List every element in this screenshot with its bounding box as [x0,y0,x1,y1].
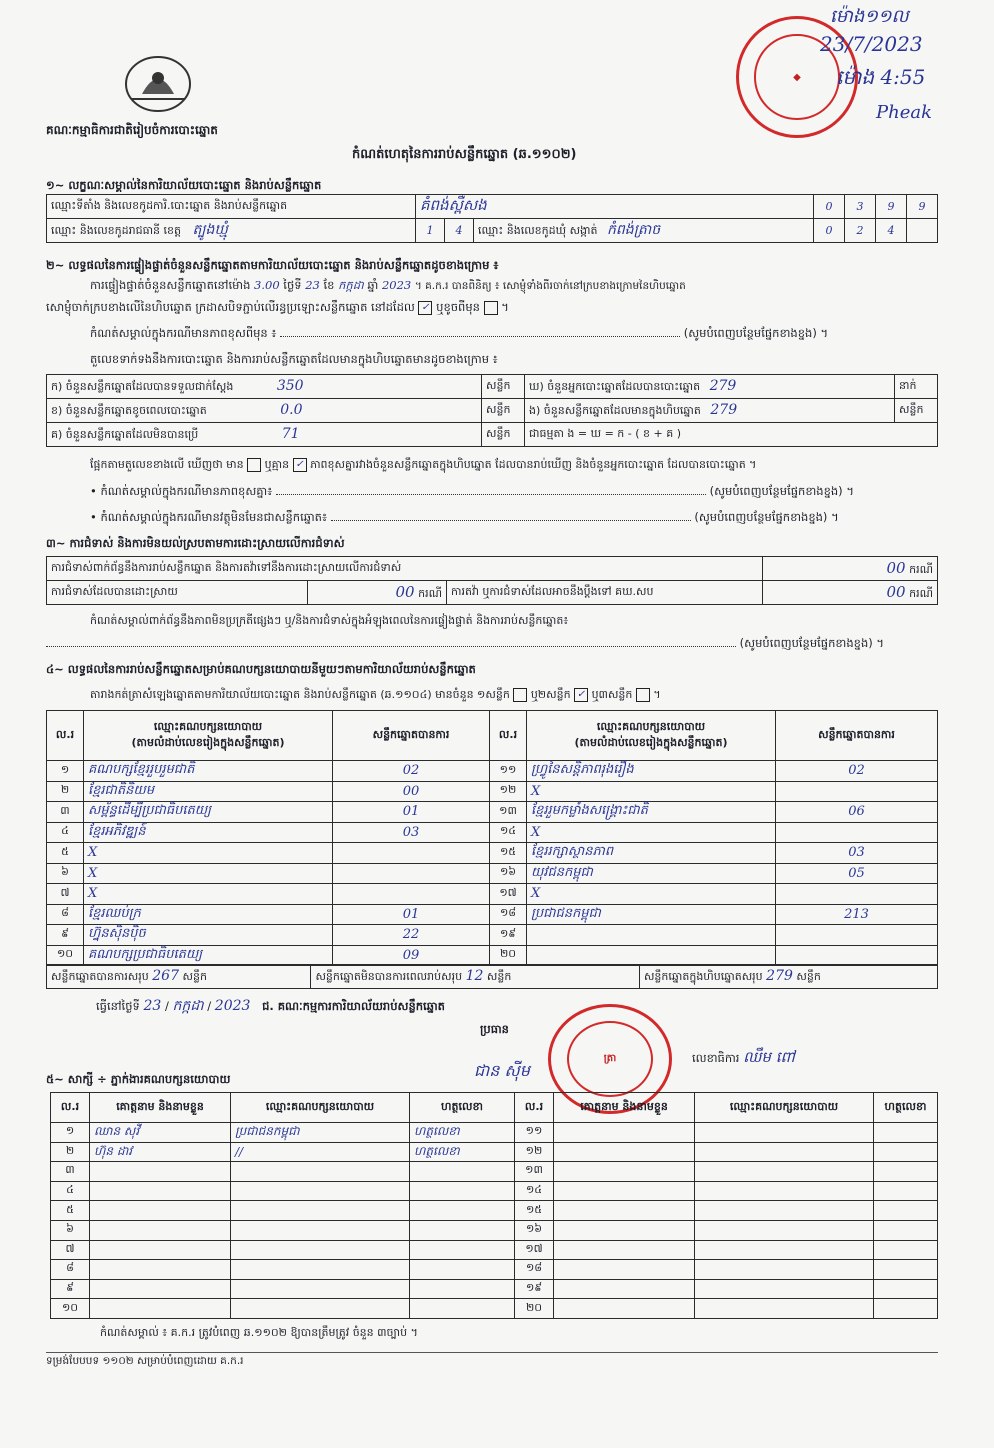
witness-party [231,1162,410,1182]
witness-party [695,1162,874,1182]
tally-sheet-line: តារាងកត់ត្រាសំឡេងឆ្នោតតាមការិយាល័យបោះឆ្នោត និងរាប់សន្លឹកឆ្នោត (ឆ.១១០៤) មានចំនួន ១សន្លឹក ឬ២សន្លឹក ✓ ឬ៣សន្លឹក ។ [90,688,661,701]
witness-party [695,1299,874,1319]
difference-check-text: ភាពខុសគ្នារវាងចំនួនសន្លឹកឆ្នោតក្នុងហិបឆ្នោត ដែលបានរាប់ឃើញ និងចំនួនអ្នកបោះឆ្នោត ដែលបានបោះឆ្នោត ។ [310,458,757,471]
witness-name [90,1201,231,1221]
col-party-header: ឈ្មោះគណបក្សនយោបាយ [153,719,263,733]
party-votes: 213 [776,904,938,925]
witness-party [231,1181,410,1201]
spoiled-label: ខ) ចំនួនសន្លឹកឆ្នោតខូចពេលបោះឆ្នោត [51,403,207,417]
unused-value: 71 [281,425,300,442]
party-no: ១០ [47,945,84,966]
verification-text: ថ្ងៃទី [283,278,302,292]
received-value: 350 [276,377,304,394]
box-total-label: សន្លឹកឆ្នោតក្នុងហិបឆ្នោតសរុប [643,969,763,983]
party-name: ហ្វ៊ុនស៊ិនប៉ិច [84,925,333,946]
appeal-value: 00 [886,582,906,601]
objections-value: 00 [886,558,906,577]
location-value: គំពង់ស្ពឺសង [420,195,487,214]
case-unit: ករណី [909,562,933,576]
witness-name [554,1162,695,1182]
seal-status-text: ឬខូចពីមុន [436,300,480,314]
party-votes [776,822,938,843]
party-no: ៧ [47,884,84,905]
party-name [527,925,776,946]
party-votes [776,945,938,966]
party-votes: 01 [333,802,490,823]
party-votes [776,925,938,946]
col-party-header: ឈ្មោះគណបក្សនយោបាយ [695,1093,874,1123]
intact-checkbox[interactable]: ✓ [418,301,432,315]
witness-party [695,1260,874,1280]
nec-emblem-icon [122,54,194,116]
witness-party [231,1279,410,1299]
witness-no: ១២ [515,1142,554,1162]
in-box-value: 279 [710,401,738,418]
party-votes [333,884,490,905]
witness-signature [410,1240,515,1260]
party-votes: 09 [333,945,490,966]
party-votes: 01 [333,904,490,925]
witness-signature [874,1201,938,1221]
figures-table [46,374,938,447]
party-votes: 00 [333,781,490,802]
table-row [47,822,938,843]
difference-no-checkbox[interactable]: ✓ [293,458,307,472]
date-month: កក្កដា [172,998,204,1014]
col-no-header: ល.រ [51,1093,90,1123]
difference-check-text: ផ្អែកតាមតួលេខខាងលើ ឃើញថា មាន [90,458,244,471]
party-no: ១២ [490,781,527,802]
party-votes: 22 [333,925,490,946]
secretary-label: លេខាធិការ [692,1051,740,1065]
witness-no: ៧ [51,1240,90,1260]
table-row [47,802,938,823]
province-label: ឈ្មោះ និងលេខកូដរាជធានី ខេត្ត [51,224,181,237]
location-code-digit: 3 [845,195,876,219]
witness-no: ៥ [51,1201,90,1221]
witness-no: ៨ [51,1260,90,1280]
difference-check-text: ឬគ្មាន [264,458,290,471]
party-name: X [527,884,776,905]
unit-label: សន្លឹក [482,423,525,447]
witness-name [554,1142,695,1162]
page-title: កំណត់ហេតុនៃការរាប់សន្លឹកឆ្នោត (ឆ.១១០២) [352,147,577,162]
witness-name [90,1220,231,1240]
witness-party: ប្រជាជនកម្ពុជា [231,1123,410,1143]
table-row [47,761,938,782]
witness-name [554,1220,695,1240]
case-unit: ករណី [418,586,442,600]
difference-check-line [90,458,756,474]
footnote: កំណត់សម្គាល់ ៖ គ.ក.រ ត្រូវបំពេញ ឆ.១១០២ ឱ្យបានត្រឹមត្រូវ ចំនួន ៣ច្បាប់ ។ [100,1326,418,1339]
party-name [527,945,776,966]
date-year: 2023 [214,998,251,1014]
col-party-subheader: (តាមលំដាប់លេខរៀងក្នុងសន្លឹកឆ្នោត) [131,735,285,749]
case-unit: ករណី [909,586,933,600]
witness-no: ២០ [515,1299,554,1319]
party-name: X [84,843,333,864]
party-no: ៣ [47,802,84,823]
invalid-total-label: សន្លឹកឆ្នោតមិនបានការពេលរាប់សរុប [315,969,463,983]
witness-no: ៤ [51,1181,90,1201]
witness-no: ១៨ [515,1260,554,1280]
witness-party [695,1220,874,1240]
party-votes: 02 [776,761,938,782]
col-party-header: ឈ្មោះគណបក្សនយោបាយ [596,719,706,733]
witness-party [695,1201,874,1221]
party-name: សម្ព័ន្ធដើម្បីប្រជាធិបតេយ្យ [84,802,333,823]
table-row [47,904,938,925]
bullet-foreign-label: កំណត់សម្គាល់ក្នុងករណីមានវត្ថុមិនមែនជាសន្លឹកឆ្នោត៖ [100,510,328,524]
table-row [47,863,938,884]
party-votes: 06 [776,802,938,823]
party-no: ១១ [490,761,527,782]
col-no-header: ល.រ [490,711,527,761]
unit-label: សន្លឹក [482,399,525,423]
witness-signature [874,1162,938,1182]
party-results-table [46,710,938,966]
witness-name [90,1260,231,1280]
table-row [51,1123,938,1143]
party-votes [333,863,490,884]
handwritten-date: 23/7/2023 [820,32,923,56]
irregularity-note: កំណត់សម្គាល់ពាក់ព័ន្ធនឹងភាពមិនប្រក្រតីផ្សេងៗ ឬ/និងការជំទាស់ក្នុងអំឡុងពេលនៃការផ្ទៀងផ្ទាត់ និងការរាប់សន្លឹកឆ្នោត៖ [90,614,569,627]
bullet-difference-label: កំណត់សម្គាល់ក្នុងករណីមានភាពខុសគ្នា៖ [100,484,273,498]
valid-total-value: 267 [152,967,179,984]
col-sign-header: ហត្ថលេខា [410,1093,515,1123]
witness-signature [410,1260,515,1280]
table-row [51,1201,938,1221]
table-row [51,1181,938,1201]
witness-no: ១៣ [515,1162,554,1182]
witness-no: ១៧ [515,1240,554,1260]
party-no: ១ [47,761,84,782]
party-name: X [527,781,776,802]
table-row [47,884,938,905]
witness-no: ៦ [51,1220,90,1240]
witness-name: ហ៊ុន ដាវ [90,1142,231,1162]
unit-label: សន្លឹក [482,375,525,399]
party-name: ហ្វ្រូនៃសន្តិភាពរុងរឿង [527,761,776,782]
stamp-label: ត្រា [567,1021,654,1098]
witness-signature [410,1279,515,1299]
valid-total-label: សន្លឹកឆ្នោតបានការសរុប [51,969,149,983]
section1-heading: ១~ លក្ខណៈសម្គាល់នៃការិយាល័យបោះឆ្នោត និងរាប់សន្លឹកឆ្នោត [46,178,322,192]
section3-heading: ៣~ ការជំទាស់ និងការមិនយល់ស្របតាមការដោះស្រាយលើការជំទាស់ [46,536,345,550]
party-name: ខ្មែរជាតិនិយម [84,781,333,802]
location-label: ឈ្មោះទីតាំង និងលេខកូដការិ.បោះឆ្នោត និងរាប់សន្លឹកឆ្នោត [47,195,416,219]
objections-label: ការជំទាស់ពាក់ព័ន្ធនឹងការរាប់សន្លឹកឆ្នោត និងការតវ៉ាទៅនឹងការដោះស្រាយលើការជំទាស់ [47,557,763,581]
witness-signature [410,1162,515,1182]
party-name: X [84,884,333,905]
resolved-value: 00 [395,582,415,601]
party-name: ខ្មែររក្សាស្ថានភាព [527,843,776,864]
witness-name [90,1181,231,1201]
section4-heading: ៤~ លទ្ធផលនៃការរាប់សន្លឹកឆ្នោតសម្រាប់គណបក្សនយោបាយនីមួយៗតាមការិយាល័យរាប់សន្លឹកឆ្នោត [46,662,476,676]
party-name: គណបក្សប្រជាធិបតេយ្យ [84,945,333,966]
party-name: ខ្មែរអភិវឌ្ឍន៍ [84,822,333,843]
witness-no: ១៦ [515,1220,554,1240]
witness-no: ១ [51,1123,90,1143]
section5-heading: ៥~ សាក្សី ÷ ភ្នាក់ងារគណបក្សនយោបាយ [46,1072,231,1086]
signing-date-line: ធ្វើនៅថ្ងៃទី 23 / កក្កដា / 2023 ជ. គណៈកម្មការការិយាល័យរាប់សន្លឹកឆ្នោត [96,998,445,1014]
table-row [47,925,938,946]
invalid-total-value: 12 [465,967,484,984]
unused-label: គ) ចំនួនសន្លឹកឆ្នោតដែលមិនបានប្រើ [51,427,199,441]
section2-heading: ២~ លទ្ធផលនៃការផ្ទៀងផ្ទាត់ចំនួនសន្លឹកឆ្នោតតាមការិយាល័យបោះឆ្នោត និងរាប់សន្លឹកឆ្នោតដូចខាងក្រោម ៖ [46,258,499,272]
secretary-line [692,1048,795,1070]
section1-table [46,194,938,243]
witness-no: ១៤ [515,1181,554,1201]
col-name-header: គោត្តនាម និងនាមខ្លួន [554,1093,695,1123]
party-no: ១៣ [490,802,527,823]
table-row [47,781,938,802]
table-row [51,1220,938,1240]
appeal-label: ការតវ៉ា ឬការជំទាស់ដែលអាចនឹងប្តឹងទៅ គឃ.សប [447,581,763,605]
table-row [51,1279,938,1299]
party-no: ២០ [490,945,527,966]
formula-text: ជាធម្មតា ង = ឃ = ក - ( ខ + គ ) [525,423,938,447]
witness-signature [874,1123,938,1143]
handwritten-signature: Pheak [876,102,932,123]
irregularity-note-line [46,636,936,653]
col-party-subheader: (តាមលំដាប់លេខរៀងក្នុងសន្លឹកឆ្នោត) [574,735,728,749]
party-votes [776,781,938,802]
witness-name [554,1260,695,1280]
party-no: ១៧ [490,884,527,905]
witness-name [554,1201,695,1221]
witness-party [231,1201,410,1221]
commune-code-digit: 0 [814,219,845,243]
witness-table [50,1092,938,1319]
committee-label: ជ. គណៈកម្មការការិយាល័យរាប់សន្លឹកឆ្នោត [262,999,445,1013]
verification-text: ខែ [323,278,335,292]
witness-signature [410,1220,515,1240]
witness-name [90,1299,231,1319]
province-value: ត្បូងឃ្មុំ [192,222,228,238]
witness-signature [874,1240,938,1260]
witness-party [231,1220,410,1240]
verification-text: ឆ្នាំ [367,278,379,292]
chair-label: ប្រធាន [480,1022,509,1036]
col-votes-header: សន្លឹកឆ្នោតបានការ [776,711,938,761]
bullet-hint: (សូមបំពេញបន្ថែមផ្នែកខាងខ្នង) ។ [694,510,839,524]
witness-party [695,1240,874,1260]
party-votes: 03 [333,822,490,843]
col-no-header: ល.រ [47,711,84,761]
one-sheet-checkbox[interactable] [513,688,527,702]
resolved-label: ការជំទាស់ដែលបានដោះស្រាយ [47,581,308,605]
witness-party [231,1299,410,1319]
date-label: ធ្វើនៅថ្ងៃទី [96,999,140,1013]
seal-status-text: សោម្ញុំចាក់ក្របខាងលើនៃហិបឆ្នោត ក្រដាសបិទភ្ជាប់លើរន្ធប្រឡោះសន្លឹកឆ្នោត នៅដដែល [46,300,415,314]
unit-label: សន្លឹក [796,969,821,983]
tally-sheet-text: ឬ៣សន្លឹក [591,688,633,701]
witness-signature [410,1181,515,1201]
commune-label: ឈ្មោះ និងលេខកូដឃុំ សង្កាត់ [478,224,598,237]
party-no: ៦ [47,863,84,884]
col-party-header: ឈ្មោះគណបក្សនយោបាយ [231,1093,410,1123]
voters-value: 279 [709,377,737,394]
bullet-foreign-object: • កំណត់សម្គាល់ក្នុងករណីមានវត្ថុមិនមែនជាសន្លឹកឆ្នោត៖ (សូមបំពេញបន្ថែមផ្នែកខាងខ្នង) ។ [90,510,839,524]
official-seal-top: ◆ [736,16,858,138]
table-row [51,1260,938,1280]
objections-table [46,556,938,605]
party-name: ប្រជាជនកម្ពុជា [527,904,776,925]
witness-name [554,1299,695,1319]
witness-name [90,1279,231,1299]
party-name: X [84,863,333,884]
party-votes: 05 [776,863,938,884]
received-label: ក) ចំនួនសន្លឹកឆ្នោតដែលបានទទួលជាក់ស្តែង [51,379,234,393]
unit-label: សន្លឹក [486,969,512,983]
party-name: X [527,822,776,843]
verification-text: ។ គ.ក.រ បានពិនិត្យ ៖ សោម្ញុំទាំងពីរចាក់នៅក្របខាងក្រោមនៃហិបឆ្នោត [414,280,686,292]
witness-party [695,1142,874,1162]
witness-no: ១៩ [515,1279,554,1299]
handwritten-note-1: ម៉ោង១១ល [830,6,909,27]
commune-value: កំពង់ត្រាច [607,222,661,238]
witness-no: ២ [51,1142,90,1162]
witness-no: ១៥ [515,1201,554,1221]
commune-code-digit: 2 [845,219,876,243]
witness-name [554,1123,695,1143]
party-no: ១៨ [490,904,527,925]
irregularity-hint: (សូមបំពេញបន្ថែមផ្នែកខាងខ្នង) ។ [739,636,884,650]
witness-party [231,1240,410,1260]
date-day: 23 [143,998,162,1014]
col-name-header: គោត្តនាម និងនាមខ្លួន [90,1093,231,1123]
verification-year: 2023 [381,278,412,292]
org-name: គណៈកម្មាធិការជាតិរៀបចំការបោះឆ្នោត [46,123,218,137]
witness-party [695,1181,874,1201]
party-no: ៤ [47,822,84,843]
witness-party: // [231,1142,410,1162]
form-code: ទម្រង់បែបបទ ១១០២ សម្រាប់បំពេញដោយ គ.ក.រ [46,1352,938,1370]
col-sign-header: ហត្ថលេខា [874,1093,938,1123]
table-row [51,1142,938,1162]
witness-signature [874,1299,938,1319]
party-name: ខ្មែររួមកម្លាំងសង្គ្រោះជាតិ [527,802,776,823]
difference-note [90,326,936,343]
witness-signature: ហត្ថលេខា [410,1142,515,1162]
witness-signature [874,1220,938,1240]
bullet-hint: (សូមបំពេញបន្ថែមផ្នែកខាងខ្នង) ។ [709,484,854,498]
two-sheets-checkbox[interactable]: ✓ [574,688,588,702]
witness-signature [410,1201,515,1221]
witness-signature [874,1181,938,1201]
secretary-signature: ឈឹម ពៅ [743,1048,795,1066]
witness-name [90,1162,231,1182]
verification-time: 3.00 [254,278,280,292]
unit-label: នាក់ [895,375,938,399]
totals-table [46,964,938,989]
party-no: ២ [47,781,84,802]
tally-sheet-text: ឬ២សន្លឹក [530,688,571,701]
table-row [51,1162,938,1182]
in-box-label: ង) ចំនួនសន្លឹកឆ្នោតដែលមានក្នុងហិបឆ្នោត [529,403,701,417]
party-votes [333,843,490,864]
table-row [51,1299,938,1319]
party-no: ១៩ [490,925,527,946]
party-votes [776,884,938,905]
party-no: ៥ [47,843,84,864]
witness-name: ឈាន សុវី [90,1123,231,1143]
location-code-digit: 9 [876,195,907,219]
party-no: ៨ [47,904,84,925]
difference-yes-checkbox[interactable] [247,458,261,472]
witness-name [90,1240,231,1260]
commune-code-digit: 4 [876,219,907,243]
damaged-checkbox[interactable] [484,301,498,315]
location-code-digit: 9 [907,195,938,219]
party-no: ១៦ [490,863,527,884]
witness-no: ៣ [51,1162,90,1182]
witness-signature: ហត្ថលេខា [410,1123,515,1143]
three-sheets-checkbox[interactable] [636,688,650,702]
party-no: ១៤ [490,822,527,843]
voters-label: ឃ) ចំនួនអ្នកបោះឆ្នោតដែលបានបោះឆ្នោត [529,379,701,393]
witness-name [554,1181,695,1201]
witness-party [231,1260,410,1280]
spoiled-value: 0.0 [280,401,303,418]
verification-text: ការផ្ទៀងផ្ទាត់ចំនួនសន្លឹកឆ្នោតនៅម៉ោង [90,278,251,292]
party-name: យុវជនកម្ពុជា [527,863,776,884]
witness-party [695,1123,874,1143]
witness-no: ១០ [51,1299,90,1319]
party-name: ខ្មែរឈប់ក្រ [84,904,333,925]
party-votes: 03 [776,843,938,864]
box-total-value: 279 [766,967,793,984]
party-votes: 02 [333,761,490,782]
difference-note-hint: (សូមបំពេញបន្ថែមផ្នែកខាងខ្នង) ។ [683,326,829,340]
figures-intro: តួលេខទាក់ទងនឹងការបោះឆ្នោត និងការរាប់សន្លឹកឆ្នោតដែលមានក្នុងហិបឆ្នោតមានដូចខាងក្រោម ៖ [90,352,498,366]
col-votes-header: សន្លឹកឆ្នោតបានការ [333,711,490,761]
tally-sheet-text: តារាងកត់ត្រាសំឡេងឆ្នោតតាមការិយាល័យបោះឆ្នោត និងរាប់សន្លឹកឆ្នោត (ឆ.១១០៤) មានចំនួន ១សន្លឹក [90,688,510,701]
seal-status-line: សោម្ញុំចាក់ក្របខាងលើនៃហិបឆ្នោត ក្រដាសបិទភ្ជាប់លើរន្ធប្រឡោះសន្លឹកឆ្នោត នៅដដែល ✓ ឬខូចពីមុន ។ [46,300,509,314]
witness-signature [410,1299,515,1319]
bullet-difference: • កំណត់សម្គាល់ក្នុងករណីមានភាពខុសគ្នា៖ (សូមបំពេញបន្ថែមផ្នែកខាងខ្នង) ។ [90,484,854,498]
difference-note-label: កំណត់សម្គាល់ក្នុងករណីមានភាពខុសពីមុន ៖ [90,326,277,340]
party-no: ១៥ [490,843,527,864]
party-name: គណបក្សខ្មែររួបរួមជាតិ [84,761,333,782]
chair-signature: ជាន ស៊ីម [474,1061,530,1080]
location-code-digit: 0 [814,195,845,219]
witness-signature [874,1279,938,1299]
verification-day: 23 [305,278,320,292]
unit-label: សន្លឹក [182,969,207,983]
witness-signature [874,1260,938,1280]
party-no: ៩ [47,925,84,946]
witness-no: ៩ [51,1279,90,1299]
province-code-digit: 4 [445,219,474,243]
table-row [47,945,938,966]
table-row [51,1240,938,1260]
witness-name [554,1279,695,1299]
witness-name [554,1240,695,1260]
table-row [47,843,938,864]
province-code-digit: 1 [416,219,445,243]
col-no-header: ល.រ [515,1093,554,1123]
verification-line [90,278,940,295]
handwritten-time: ម៉ោង 4:55 [836,65,926,89]
witness-signature [874,1142,938,1162]
witness-party [695,1279,874,1299]
unit-label: សន្លឹក [895,399,938,423]
verification-month: កក្កដា [338,278,364,292]
witness-no: ១១ [515,1123,554,1143]
